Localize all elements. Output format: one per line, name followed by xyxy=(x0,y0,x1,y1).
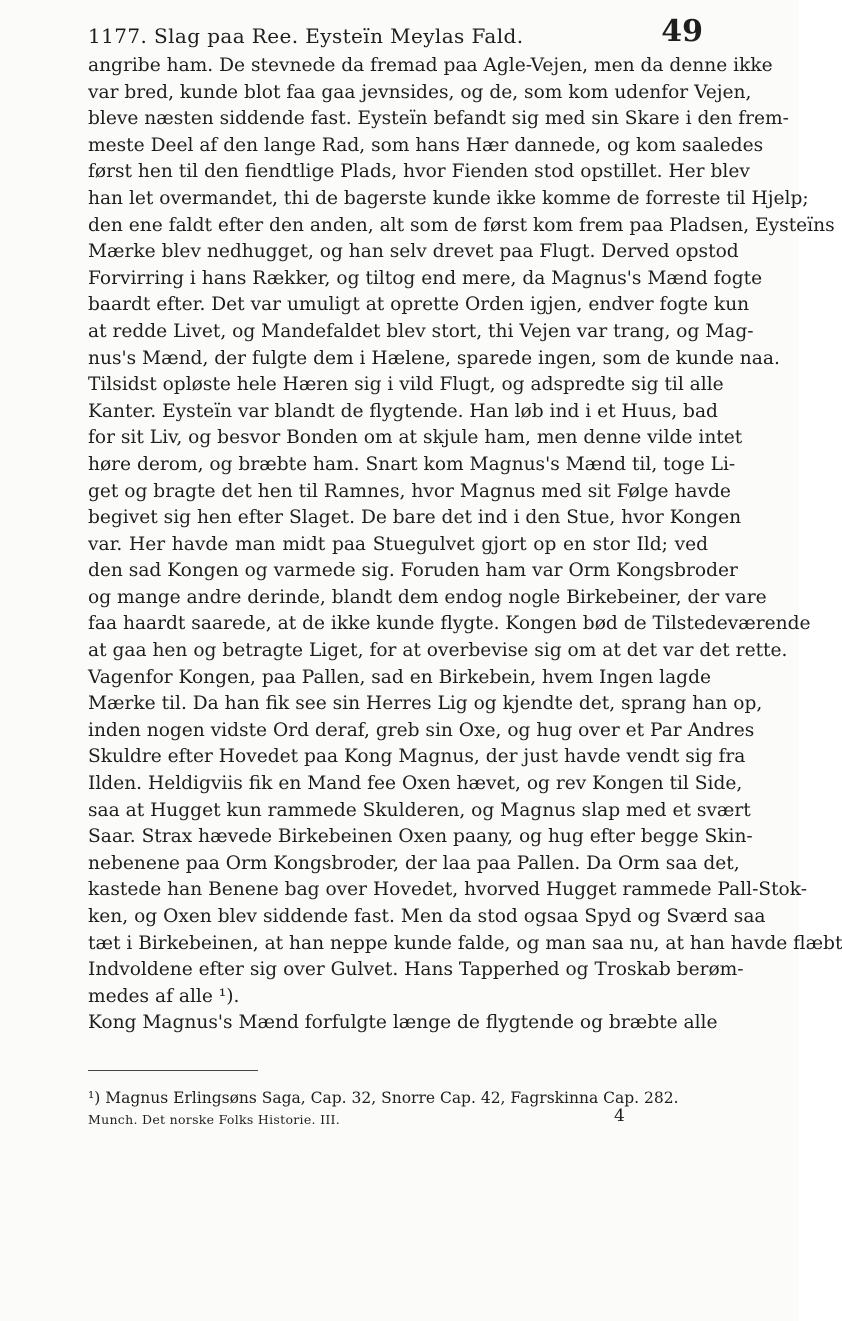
text-line: Forvirring i hans Rækker, og tiltog end mere, da Magnus's Mænd fogte xyxy=(88,267,763,289)
footnote-text: Magnus Erlingsøns Saga, Cap. 32, Snorre Cap. 42, Fagrskinna Cap. 282. xyxy=(105,1089,679,1107)
text-line: at redde Livet, og Mandefaldet blev stort, thi Vejen var trang, og Mag- xyxy=(88,320,754,342)
text-line: var. Her havde man midt paa Stuegulvet gjort op en stor Ild; ved xyxy=(88,533,708,555)
text-line: Indvoldene efter sig over Gulvet. Hans Tapperhed og Troskab berøm- xyxy=(88,959,744,981)
text-line: og mange andre derinde, blandt dem endog nogle Birkebeiner, der vare xyxy=(88,586,767,608)
text-line: Skuldre efter Hovedet paa Kong Magnus, der just havde vendt sig fra xyxy=(88,746,746,768)
page-number: 49 xyxy=(661,14,703,49)
text-line: begivet sig hen efter Slaget. De bare det ind i den Stue, hvor Kongen xyxy=(88,507,742,529)
body-text xyxy=(88,53,842,1037)
text-line: den ene faldt efter den anden, alt som de først kom frem paa Pladsen, Eysteïns xyxy=(88,214,835,236)
text-line: Vagenfor Kongen, paa Pallen, sad en Birkebein, hvem Ingen lagde xyxy=(88,666,711,688)
text-line: Tilsidst opløste hele Hæren sig i vild Flugt, og adspredte sig til alle xyxy=(88,374,724,396)
footnote-separator xyxy=(88,1070,258,1071)
footnote-marker: ¹) xyxy=(88,1089,101,1107)
text-line: var bred, kunde blot faa gaa jevnsides, og de, som kom udenfor Vejen, xyxy=(88,81,752,103)
running-head xyxy=(88,14,703,49)
text-line: den sad Kongen og varmede sig. Foruden ham var Orm Kongsbroder xyxy=(88,560,738,582)
text-line: medes af alle ¹). xyxy=(88,985,240,1007)
text-line: baardt efter. Det var umuligt at oprette Orden igjen, endver fogte kun xyxy=(88,294,750,316)
text-line: Mærke blev nedhugget, og han selv drevet paa Flugt. Derved opstod xyxy=(88,241,739,263)
text-line: Saar. Strax hævede Birkebeinen Oxen paany, og hug efter begge Skin- xyxy=(88,826,753,848)
text-line: høre derom, og bræbte ham. Snart kom Magnus's Mænd til, toge Li- xyxy=(88,453,736,475)
text-line: meste Deel af den lange Rad, som hans Hær dannede, og kom saaledes xyxy=(88,134,764,156)
text-line: at gaa hen og betragte Liget, for at overbevise sig om at det var det rette. xyxy=(88,640,788,662)
text-line: inden nogen vidste Ord deraf, greb sin Oxe, og hug over et Par Andres xyxy=(88,719,755,741)
text-line: han let overmandet, thi de bagerste kunde ikke komme de forreste til Hjelp; xyxy=(88,187,809,209)
text-line: saa at Hugget kun rammede Skulderen, og Magnus slap med et svært xyxy=(88,799,751,821)
text-line: nebenene paa Orm Kongsbroder, der laa paa Pallen. Da Orm saa det, xyxy=(88,852,740,874)
text-line: for sit Liv, og besvor Bonden om at skjule ham, men denne vilde intet xyxy=(88,427,743,449)
imprint-line: Munch. Det norske Folks Historie. III. xyxy=(88,1112,341,1127)
text-line: Kanter. Eysteïn var blandt de flygtende. Han løb ind i et Huus, bad xyxy=(88,400,718,422)
text-line: Kong Magnus's Mænd forfulgte længe de flygtende og bræbte alle xyxy=(88,1012,718,1034)
text-line: Ilden. Heldigviis fik en Mand fee Oxen hævet, og rev Kongen til Side, xyxy=(88,773,743,795)
text-line: Mærke til. Da han fik see sin Herres Lig og kjendte det, sprang han op, xyxy=(88,693,763,715)
text-line: nus's Mænd, der fulgte dem i Hælene, sparede ingen, som de kunde naa. xyxy=(88,347,780,369)
text-line: faa haardt saarede, at de ikke kunde flygte. Kongen bød de Tilstedeværende xyxy=(88,613,811,635)
text-line: ken, og Oxen blev siddende fast. Men da stod ogsaa Spyd og Sværd saa xyxy=(88,906,766,927)
text-line: tæt i Birkebeinen, at han neppe kunde falde, og man saa nu, at han havde flæbt xyxy=(88,932,842,954)
text-line: bleve næsten siddende fast. Eysteïn befandt sig med sin Skare i den frem- xyxy=(88,108,789,130)
signature-mark: 4 xyxy=(614,1106,625,1126)
running-head-title: 1177. Slag paa Ree. Eysteïn Meylas Fald. xyxy=(88,24,524,48)
text-line: først hen til den fiendtlige Plads, hvor Fienden stod opstillet. Her blev xyxy=(88,161,750,183)
text-line: kastede han Benene bag over Hovedet, hvorved Hugget rammede Pall-Stok- xyxy=(88,879,807,901)
text-line: get og bragte det hen til Ramnes, hvor Magnus med sit Følge havde xyxy=(88,480,731,502)
text-line: angribe ham. De stevnede da fremad paa Agle-Vejen, men da denne ikke xyxy=(88,55,773,76)
footnote xyxy=(88,1086,703,1110)
